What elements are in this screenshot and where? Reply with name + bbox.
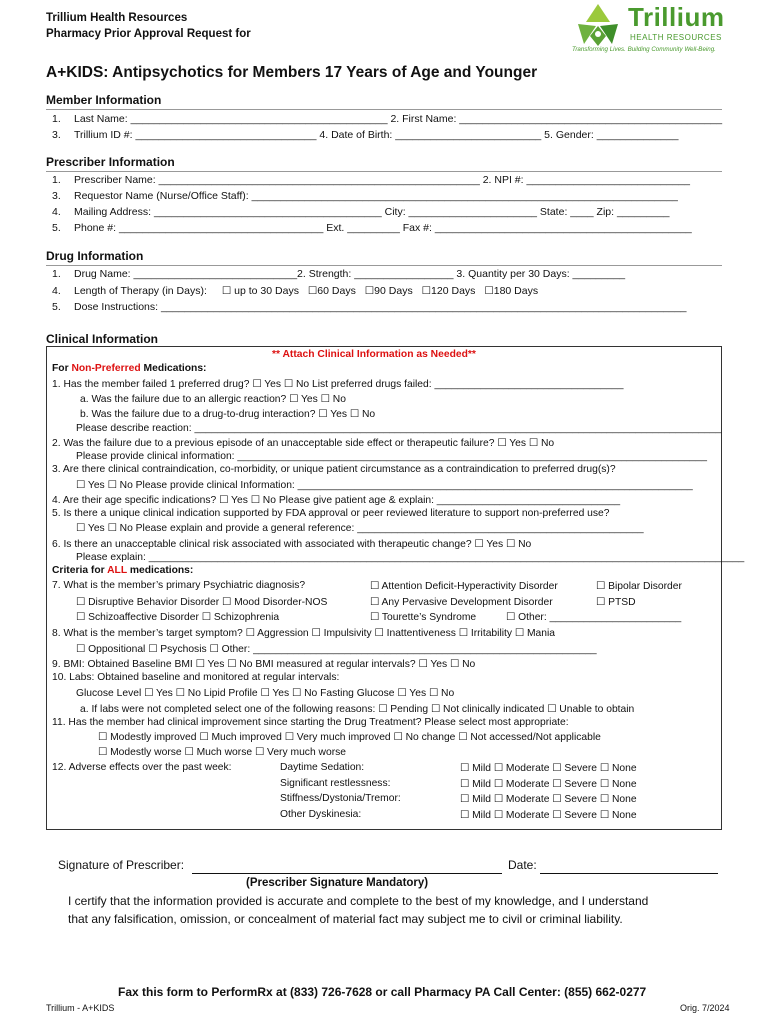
logo-tagline: Transforming Lives. Building Community Well-Being.: [572, 46, 716, 53]
q12-item-dyskinesia: Other Dyskinesia:: [280, 809, 362, 820]
q7-option-bipolar[interactable]: ☐ Bipolar Disorder: [596, 581, 682, 592]
q12-adverse-effects: 12. Adverse effects over the past week:: [52, 762, 232, 773]
logo-wordmark: Trillium: [628, 2, 725, 32]
all-medications-heading: Criteria for ALL medications:: [52, 565, 194, 576]
q12-item-stiffness: Stiffness/Dystonia/Tremor:: [280, 793, 401, 804]
footer-left: Trillium - A+KIDS: [46, 1003, 115, 1013]
member-row-names[interactable]: 1. Last Name: ____________________________________________ 2. First Name: _____________________________________________: [52, 113, 723, 125]
therapy-option-60[interactable]: ☐60 Days: [307, 285, 356, 297]
q10-labs: 10. Labs: Obtained baseline and monitored at regular intervals:: [52, 672, 340, 683]
q5-fda-indication: 5. Is there a unique clinical indication supported by FDA approval or peer reviewed literature to support non-preferred use?: [52, 508, 610, 519]
date-label: Date:: [508, 858, 537, 872]
q4-age-specific[interactable]: 4. Are their age specific indications? ☐ Yes ☐ No Please give patient age & explain: ________________________________: [52, 495, 621, 506]
q7-options-line3[interactable]: ☐ Schizoaffective Disorder ☐ Schizophrenia: [76, 612, 280, 623]
prescriber-info-heading: Prescriber Information: [46, 155, 175, 169]
q1c-describe[interactable]: Please describe reaction: ____________________________________________________________________________________________: [76, 423, 722, 434]
attach-clinical-note: ** Attach Clinical Information as Needed**: [272, 349, 476, 360]
member-info-divider: [46, 109, 722, 110]
q9-bmi[interactable]: 9. BMI: Obtained Baseline BMI ☐ Yes ☐ No BMI measured at regular intervals? ☐ Yes ☐ No: [52, 659, 476, 670]
prescriber-row-name[interactable]: 1. Prescriber Name: _______________________________________________________ 2. NPI #: ____________________________: [52, 174, 690, 186]
drug-row-dose[interactable]: 5. Dose Instructions: __________________________________________________________________________________________: [52, 301, 687, 313]
prescriber-info-divider: [46, 171, 722, 172]
therapy-option-180[interactable]: ☐180 Days: [484, 285, 539, 297]
signature-field[interactable]: [192, 873, 502, 874]
q6b-explain[interactable]: Please explain: ________________________________________________________________________________________________________: [76, 552, 745, 563]
prescriber-row-address[interactable]: 4. Mailing Address: _______________________________________ City: ______________________ State: ____ Zip: _________: [52, 206, 670, 218]
q1-failed-preferred[interactable]: 1. Has the member failed 1 preferred drug? ☐ Yes ☐ No List preferred drugs failed: _________________________________: [52, 379, 624, 390]
member-info-heading: Member Information: [46, 93, 162, 107]
therapy-option-30[interactable]: ☐ up to 30 Days: [221, 285, 299, 297]
date-field[interactable]: [540, 873, 718, 874]
q3-contraindication: 3. Are there clinical contraindication, co-morbidity, or unique patient circumstance as a contraindication to preferred drug(s)?: [52, 464, 616, 475]
prescriber-row-phone[interactable]: 5. Phone #: ___________________________________ Ext. _________ Fax #: ____________________________________________: [52, 222, 692, 234]
q11b-improvement-options[interactable]: ☐ Modestly improved ☐ Much improved ☐ Very much improved ☐ No change ☐ Not accessed/Not applicable: [98, 732, 601, 743]
q7-option-ptsd[interactable]: ☐ PTSD: [596, 597, 636, 608]
q2-side-effect[interactable]: 2. Was the failure due to a previous episode of an unacceptable side effect or therapeutic failure? ☐ Yes ☐ No: [52, 438, 555, 449]
clinical-box-left: [46, 346, 47, 829]
q7-diagnosis: 7. What is the member’s primary Psychiatric diagnosis?: [52, 580, 306, 591]
drug-info-heading: Drug Information: [46, 249, 144, 263]
q7-options-line2[interactable]: ☐ Disruptive Behavior Disorder ☐ Mood Disorder-NOS: [76, 597, 328, 608]
q6-clinical-risk[interactable]: 6. Is there an unacceptable clinical risk associated with associated with therapeutic change? ☐ Yes ☐ No: [52, 539, 532, 550]
q3b-contraindication-answer[interactable]: ☐ Yes ☐ No Please provide clinical Information: _____________________________________________________________________: [76, 480, 693, 491]
q7-option-tourette[interactable]: ☐ Tourette’s Syndrome: [370, 612, 477, 623]
therapy-option-90[interactable]: ☐90 Days: [364, 285, 413, 297]
clinical-box-right: [721, 346, 722, 829]
certification-line-1: I certify that the information provided is accurate and complete to the best of my knowledge, and I understand: [68, 894, 649, 908]
trillium-logo: [570, 2, 750, 54]
drug-row-therapy-length: 4. Length of Therapy (in Days): ☐ up to 30 Days ☐60 Days ☐90 Days ☐120 Days ☐180 Days: [52, 285, 539, 297]
q10b-lab-options[interactable]: Glucose Level ☐ Yes ☐ No Lipid Profile ☐ Yes ☐ No Fasting Glucose ☐ Yes ☐ No: [76, 688, 455, 699]
q12-item-restlessness: Significant restlessness:: [280, 778, 391, 789]
q11-improvement: 11. Has the member had clinical improvement since starting the Drug Treatment? Please select most appropriate:: [52, 717, 569, 728]
certification-line-2: that any falsification, omission, or concealment of material fact may subject me to civil or criminal liability.: [68, 912, 623, 926]
clinical-box-bottom: [46, 829, 722, 830]
q10c-lab-reasons[interactable]: a. If labs were not completed select one of the following reasons: ☐ Pending ☐ Not clinically indicated ☐ Unable to obtain: [80, 704, 635, 715]
member-row-id[interactable]: 3. Trillium ID #: _______________________________ 4. Date of Birth: _________________________ 5. Gender: ______________: [52, 129, 679, 141]
non-preferred-heading: For Non-Preferred Medications:: [52, 363, 207, 374]
footer-right: Orig. 7/2024: [680, 1003, 730, 1013]
q12-scale-restlessness[interactable]: ☐ Mild ☐ Moderate ☐ Severe ☐ None: [460, 779, 637, 790]
clinical-box-top: [46, 346, 722, 347]
q1a-allergic[interactable]: a. Was the failure due to an allergic reaction? ☐ Yes ☐ No: [80, 394, 346, 405]
q7-option-other[interactable]: ☐ Other: _______________________: [506, 612, 682, 623]
form-title: Pharmacy Prior Approval Request for: [46, 28, 251, 40]
signature-label: Signature of Prescriber:: [58, 858, 185, 872]
drug-info-divider: [46, 265, 722, 266]
q7-option-adhd[interactable]: ☐ Attention Deficit-Hyperactivity Disorder: [370, 581, 558, 592]
q2b-clinical-info[interactable]: Please provide clinical information: __________________________________________________________________________________: [76, 451, 707, 462]
drug-row-name[interactable]: 1. Drug Name: ____________________________2. Strength: _________________ 3. Quantity per 30 Days: _________: [52, 268, 626, 280]
clinical-info-heading: Clinical Information: [46, 332, 159, 346]
q7-option-pervasive[interactable]: ☐ Any Pervasive Development Disorder: [370, 597, 553, 608]
q12-item-sedation: Daytime Sedation:: [280, 762, 365, 773]
prescriber-row-requestor[interactable]: 3. Requestor Name (Nurse/Office Staff): _________________________________________________________________________: [52, 190, 678, 202]
main-title: A+KIDS: Antipsychotics for Members 17 Years of Age and Younger: [46, 64, 538, 81]
q5b-fda-answer[interactable]: ☐ Yes ☐ No Please explain and provide a general reference: __________________________________________________: [76, 523, 644, 534]
therapy-option-120[interactable]: ☐120 Days: [421, 285, 476, 297]
organization-name: Trillium Health Resources: [46, 12, 188, 24]
q8b-symptom-options[interactable]: ☐ Oppositional ☐ Psychosis ☐ Other: ____________________________________________________________: [76, 644, 597, 655]
fax-instructions: Fax this form to PerformRx at (833) 726-7628 or call Pharmacy PA Call Center: (855) 662-0277: [118, 985, 647, 999]
logo-subtitle: HEALTH RESOURCES: [630, 33, 722, 42]
signature-mandatory-note: (Prescriber Signature Mandatory): [246, 877, 429, 889]
q12-scale-stiffness[interactable]: ☐ Mild ☐ Moderate ☐ Severe ☐ None: [460, 794, 637, 805]
q8-target-symptom[interactable]: 8. What is the member’s target symptom? ☐ Aggression ☐ Impulsivity ☐ Inattentiveness ☐ Irritability ☐ Mania: [52, 628, 556, 639]
q1b-interaction[interactable]: b. Was the failure due to a drug-to-drug interaction? ☐ Yes ☐ No: [80, 409, 376, 420]
q12-scale-dyskinesia[interactable]: ☐ Mild ☐ Moderate ☐ Severe ☐ None: [460, 810, 637, 821]
q12-scale-sedation[interactable]: ☐ Mild ☐ Moderate ☐ Severe ☐ None: [460, 763, 637, 774]
q11c-worse-options[interactable]: ☐ Modestly worse ☐ Much worse ☐ Very much worse: [98, 747, 347, 758]
